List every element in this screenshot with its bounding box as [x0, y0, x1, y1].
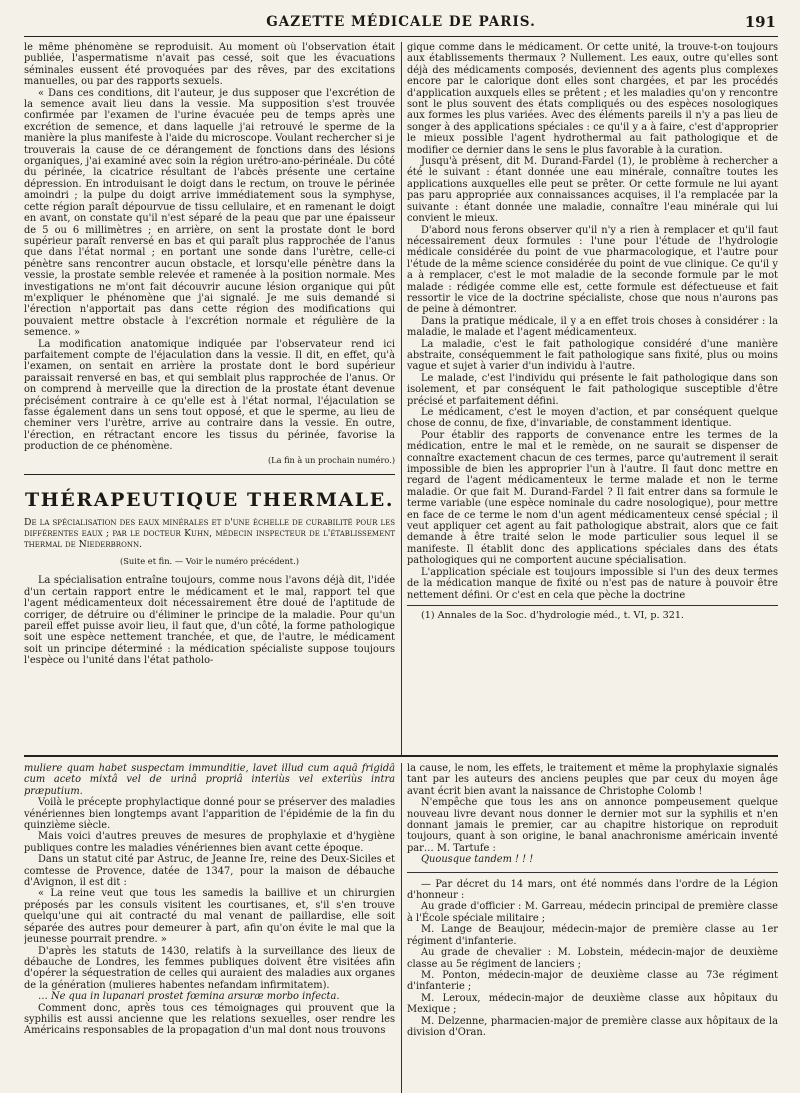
paragraph: La modification anatomique indiquée par l'observateur rend ici parfaitement compte de l'éjaculation dans la vessie. Il dit, en effet, qu'à l'examen, on sentait en arrière la prostate dont le bord supérieur paraissait renversé en bas, et qui semblait plus rapprochée de l'anus. Or on comprend à merveille que la direction de la prostate étant devenue précisément contraire à ce qu'elle est à l'état normal, l'éjaculation se fasse également dans un sens tout opposé, et que le sperme, au lieu de cheminer vers l'urètre, arrive au contraire dans la vessie. En outre, l'érection, en rétractant encore les tissus du périnée, favorise la production de ce phénomène. [24, 338, 396, 453]
upper-section [24, 42, 778, 755]
latin-quote [24, 763, 395, 797]
paragraph: Jusqu'à présent, dit M. Durand-Fardel (1), le problème à rechercher a été le suivant : étant donnée une eau minérale, connaître toutes les applications auxquelles elle peut se prêter. Or cette formule ne lui ayant pas paru appropriée aux connaissances acquises, il l'a remplacée par la suivante : étant donnée une maladie, connaître l'eau minérale qui lui convient le mieux. [406, 156, 778, 225]
section-rule [24, 474, 395, 475]
continuation-note: (La fin à un prochain numéro.) [267, 454, 396, 465]
paragraph: Pour établir des rapports de convenance entre les termes de la médication, entre le mal et le remède, on ne saurait se dispenser de connaître exactement chacun de ces termes, parce qu'autrement il serait impossible de bien les approprier l'un à l'autre. Il faut donc mettre en regard de l'agent médicamenteux le terme malade et non le terme maladie. Or que fait M. Durand-Fardel ? Il fait entrer dans sa formule le terme variable (une espèce nominale du cadre nosologique), pour mettre en face de ce terme le nom d'un agent médicamenteux censé spécial ; il veut appliquer cet agent au fait pathologique abstrait, alors que ce fait demande à être traité selon le mode particulier sous lequel il se manifeste. Il établit donc des applications spéciales dans des états pathologiques qui ne comportent aucune spécialisation. [406, 429, 778, 567]
latin-quote [24, 991, 395, 1002]
decree-paragraph: — Par décret du 14 mars, ont été nommés dans l'ordre de la Légion d'honneur : [406, 878, 778, 902]
paragraph: Dans la pratique médicale, il y a en effet trois choses à considérer : la maladie, le malade et l'agent médicamenteux. [406, 315, 778, 339]
latin-text: muliere quam habet suspectam immunditie, lavet illud cum aquâ frigidâ cum aceto mixtâ vel de urinâ propriâ interiùs vel exteriùs intra præputium. [24, 763, 396, 797]
page-header [24, 0, 778, 37]
paragraph: Le médicament, c'est le moyen d'action, et par conséquent quelque chose de connu, de fixe, d'invariable, de constamment identique. [406, 407, 778, 430]
paragraph: Le malade, c'est l'individu qui présente le fait pathologique dans son isolement, et par conséquent le fait pathologique susceptible d'être précisé et parfaitement défini. [406, 372, 778, 407]
upper-left-column [24, 42, 395, 755]
news-rule [407, 872, 778, 873]
column-divider [395, 42, 407, 755]
paragraph: La maladie, c'est le fait pathologique considéré d'une manière abstraite, conséquemment le fait pathologique sans fixité, plus ou moins vague et sujet à varier d'un individu à l'autre. [406, 338, 778, 373]
exclamation [407, 854, 778, 865]
section-title: THÉRAPEUTIQUE THERMALE. [24, 489, 395, 512]
paragraph: la cause, le nom, les effets, le traitement et même la prophylaxie signalés tant par les auteurs des anciens peuples que par ceux du moyen âge avant écrit bien avant la naissance de Christophe Colomb ! [406, 763, 778, 797]
decree-paragraph: M. Lange de Beaujour, médecin-major de première classe au 1er régiment d'infanterie. [406, 924, 778, 947]
latin-text: … Ne qua in lupanari prostet fœmina arsuræ morbo infecta. [38, 991, 340, 1003]
journal-title: GAZETTE MÉDICALE DE PARIS. [266, 14, 536, 30]
column-divider [395, 763, 407, 1093]
paragraph: L'application spéciale est toujours impossible si l'un des deux termes de la médication manque de fixité ou n'est pas de nature à pouvoir être nettement défini. Or c'est en cela que pèche la doctrine [406, 566, 778, 601]
page-number: 191 [744, 13, 776, 31]
paragraph: D'abord nous ferons observer qu'il n'y a rien à remplacer et qu'il faut nécessairement deux formules : l'une pour l'étude de l'hydrologie médicale considérée du point de vue pharmacologique, et l'autre pour l'étude de la même science considérée du point de vue clinique. Ce qu'il y a à remplacer, c'est le mot maladie de la seconde formule par le mot malade : rédigée comme elle est, cette formule est défectueuse et fait ressortir le vice de la doctrine spécialiste, chose que nous n'aurons pas de peine à démontrer. [406, 224, 778, 316]
decree-paragraph: Au grade d'officier : M. Garreau, médecin principal de première classe à l'École spéciale militaire ; [406, 901, 778, 924]
footnote-rule [407, 605, 778, 606]
continued-note: (Suite et fin. — Voir le numéro précédent.) [119, 556, 300, 567]
paragraph: le même phénomène se reproduisit. Au moment où l'observation était publiée, l'aspermatisme n'avait pas cessé, soit que les évacuations séminales eussent été provoquées par des rêves, par des excitations manuelles, ou par des rapports sexuels. [24, 42, 396, 88]
decree-paragraph: M. Leroux, médecin-major de deuxième classe aux hôpitaux du Mexique ; [406, 992, 778, 1016]
paragraph: Voilà le précepte prophylactique donné pour se préserver des maladies vénériennes bien longtemps avant l'apparition de l'épidémie de la fin du quinzième siècle. [24, 797, 396, 832]
paragraph: Mais voici d'autres preuves de mesures de prophylaxie et d'hygiène publiques contre les maladies vénériennes bien avant cette époque. [24, 831, 396, 854]
lower-left-column [24, 763, 395, 1093]
decree-paragraph: M. Delzenne, pharmacien-major de première classe aux hôpitaux de la division d'Oran. [406, 1015, 778, 1038]
decree-paragraph: Au grade de chevalier : M. Lobstein, médecin-major de deuxième classe au 5e régiment de lanciers ; [406, 947, 778, 970]
paragraph: Comment donc, après tous ces témoignages qui prouvent que la syphilis est aussi ancienne que les relations sexuelles, oser rendre les Américains responsables de la propagation d'un mal dont nous trouvons [24, 1002, 396, 1037]
lower-right-column [407, 763, 778, 1093]
lower-section [24, 757, 778, 1093]
article-subheading: De la spécialisation des eaux minérales et d'une échelle de curabilité pour les différentes eaux ; par le docteur Kuhn, médecin inspecteur de l'établissement thermal de Niederbronn. [24, 517, 396, 551]
footnote: (1) Annales de la Soc. d'hydrologie méd., t. VI, p. 321. [420, 609, 684, 621]
paragraph: N'empêche que tous les ans on annonce pompeusement quelque nouveau livre devant nous donner le dernier mot sur la syphilis et n'en donnant jamais le premier, car au chapitre historique on reproduit toujours, quant à son origine, le banal anachronisme américain inventé par… M. Tartufe : [406, 797, 778, 854]
exclamation-text: Quousque tandem ! ! ! [420, 854, 534, 866]
paragraph: La spécialisation entraîne toujours, comme nous l'avons déjà dit, l'idée d'un certain rapport entre le médicament et le mal, rapport tel que l'agent médicamenteux doit nécessairement être doué de l'aptitude de corriger, de détruire ou d'éliminer le principe de la maladie. Pour qu'un pareil effet puisse avoir lieu, il faut que, d'un côté, la forme pathologique soit une espèce nettement tranchée, et que, de l'autre, le médicament soit un principe déterminé : la médication spécialiste suppose toujours l'espèce ou l'unité dans l'état patholo- [24, 575, 396, 667]
decree-paragraph: M. Ponton, médecin-major de deuxième classe au 73e régiment d'infanterie ; [406, 969, 778, 993]
upper-right-column [407, 42, 778, 755]
paragraph: gique comme dans le médicament. Or cette unité, la trouve-t-on toujours aux établissements thermaux ? Nullement. Les eaux, outre qu'elles sont déjà des médicaments composés, deviennent des agents plus complexes encore par le calorique dont elles sont chargées, et par les procédés d'application auxquels elles se prêtent ; et les maladies qu'on y rencontre sont le plus souvent des états compliqués ou des espèces nosologiques aux formes les plus variées. Avec des éléments pareils il n'y a pas lieu de songer à des applications spéciales : ce qu'il y a à faire, c'est d'approprier le mieux possible l'agent hydrothermal au fait pathologique et de modifier ce dernier dans le sens le plus favorable à la curation. [406, 42, 778, 156]
paragraph: Dans un statut cité par Astruc, de Jeanne Ire, reine des Deux-Siciles et comtesse de Provence, datée de 1347, pour la maison de débauche d'Avignon, il est dit : [24, 854, 396, 889]
paragraph: « Dans ces conditions, dit l'auteur, je dus supposer que l'excrétion de la semence avait lieu dans la vessie. Ma supposition s'est trouvée confirmée par l'examen de l'urine évacuée peu de temps après une excrétion de semence, et dans laquelle j'ai retrouvé le sperme de la manière la plus manifeste à l'aide du microscope. Voulant rechercher si je trouverais la cause de ce dérangement de fonctions dans des lésions organiques, j'ai examiné avec soin la région urétro-ano-périnéale. Du côté du périnée, la cicatrice résultant de l'abcès présente une certaine dépression. En introduisant le doigt dans le rectum, on trouve le périnée amoindri ; la pulpe du doigt arrive immédiatement sous la symphyse, cette région paraît dépourvue de tissu cellulaire, et en ramenant le doigt en avant, on constate qu'il n'est séparé de la peau que par une épaisseur de 5 ou 6 millimètres ; en arrière, on sent la prostate dont le bord supérieur paraît renversé en bas et qui paraît plus rapprochée de l'anus que dans l'état normal ; en portant une sonde dans l'urètre, celle-ci pénètre sans rencontrer aucun obstacle, et lorsqu'elle pénètre dans la vessie, la prostate semble relevée et ramenée à la position normale. Mes investigations ne m'ont fait découvrir aucune lésion organique qui pût m'expliquer le phénomène que j'ai signalé. Je me suis demandé si l'érection n'apportait pas dans cette région des modifications qui pouvaient mettre obstacle à l'excrétion normale et régulière de la semence. » [24, 87, 396, 339]
paragraph: « La reine veut que tous les samedis la baillive et un chirurgien préposés par les consuls visitent les courtisanes, et, s'il s'en trouve quelqu'une qui ait contracté du mal venant de paillardise, elle soit séparée des autres pour demeurer à part, afin qu'on évite le mal que la jeunesse pourrait prendre. » [24, 888, 396, 946]
paragraph: D'après les statuts de 1430, relatifs à la surveillance des lieux de débauche de Londres, les femmes publiques doivent être visitées afin d'opérer la séquestration de celles qui auraient des maladies aux organes de la génération (mulieres habentes nefandam infirmitatem). [24, 945, 396, 991]
